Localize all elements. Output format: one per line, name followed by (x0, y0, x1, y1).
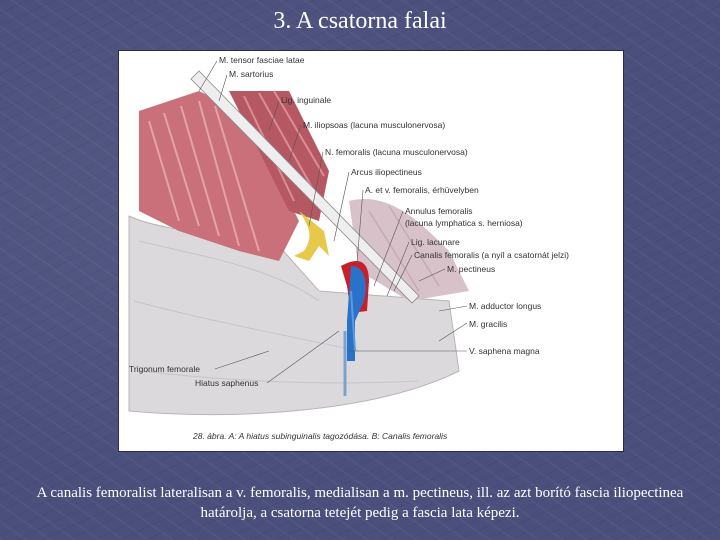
label-hiatus: Hiatus saphenus (195, 378, 259, 388)
slide-description: A canalis femoralist lateralisan a v. femoralis, medialisan a m. pectineus, ill. az azt borító fascia iliopectinea határolja, a csatorna tetejét pedig a fascia lata képezi. (36, 485, 684, 521)
label-adductor: M. adductor longus (469, 301, 542, 311)
label-tensor: M. tensor fasciae latae (219, 55, 305, 65)
label-sartorius: M. sartorius (229, 69, 274, 79)
label-canalis: Canalis femoralis (a nyíl a csatornát jelzi) (414, 250, 569, 260)
label-pectineus: M. pectineus (447, 264, 496, 274)
label-trigonum: Trigonum femorale (129, 364, 201, 374)
label-lacuna-lymphatica: (lacuna lymphatica s. herniosa) (405, 218, 523, 228)
label-inguinale: Lig. inguinale (281, 95, 332, 105)
label-n-femoralis: N. femoralis (lacuna musculonervosa) (325, 147, 468, 157)
figure-caption: 28. ábra. A: A hiatus subinguinalis tagozódása. B: Canalis femoralis (193, 431, 448, 441)
label-saphena: V. saphena magna (469, 346, 540, 356)
label-arcus: Arcus iliopectineus (351, 167, 422, 177)
slide-title: 3. A csatorna falai (273, 8, 447, 34)
label-iliopsoas: M. iliopsoas (lacuna musculonervosa) (303, 120, 446, 130)
label-a-v-femoralis: A. et v. femoralis, érhüvelyben (365, 185, 479, 195)
label-lacunare: Lig. lacunare (411, 237, 460, 247)
anatomy-figure (118, 50, 624, 452)
label-annulus: Annulus femoralis (405, 206, 473, 216)
label-gracilis: M. gracilis (469, 319, 508, 329)
